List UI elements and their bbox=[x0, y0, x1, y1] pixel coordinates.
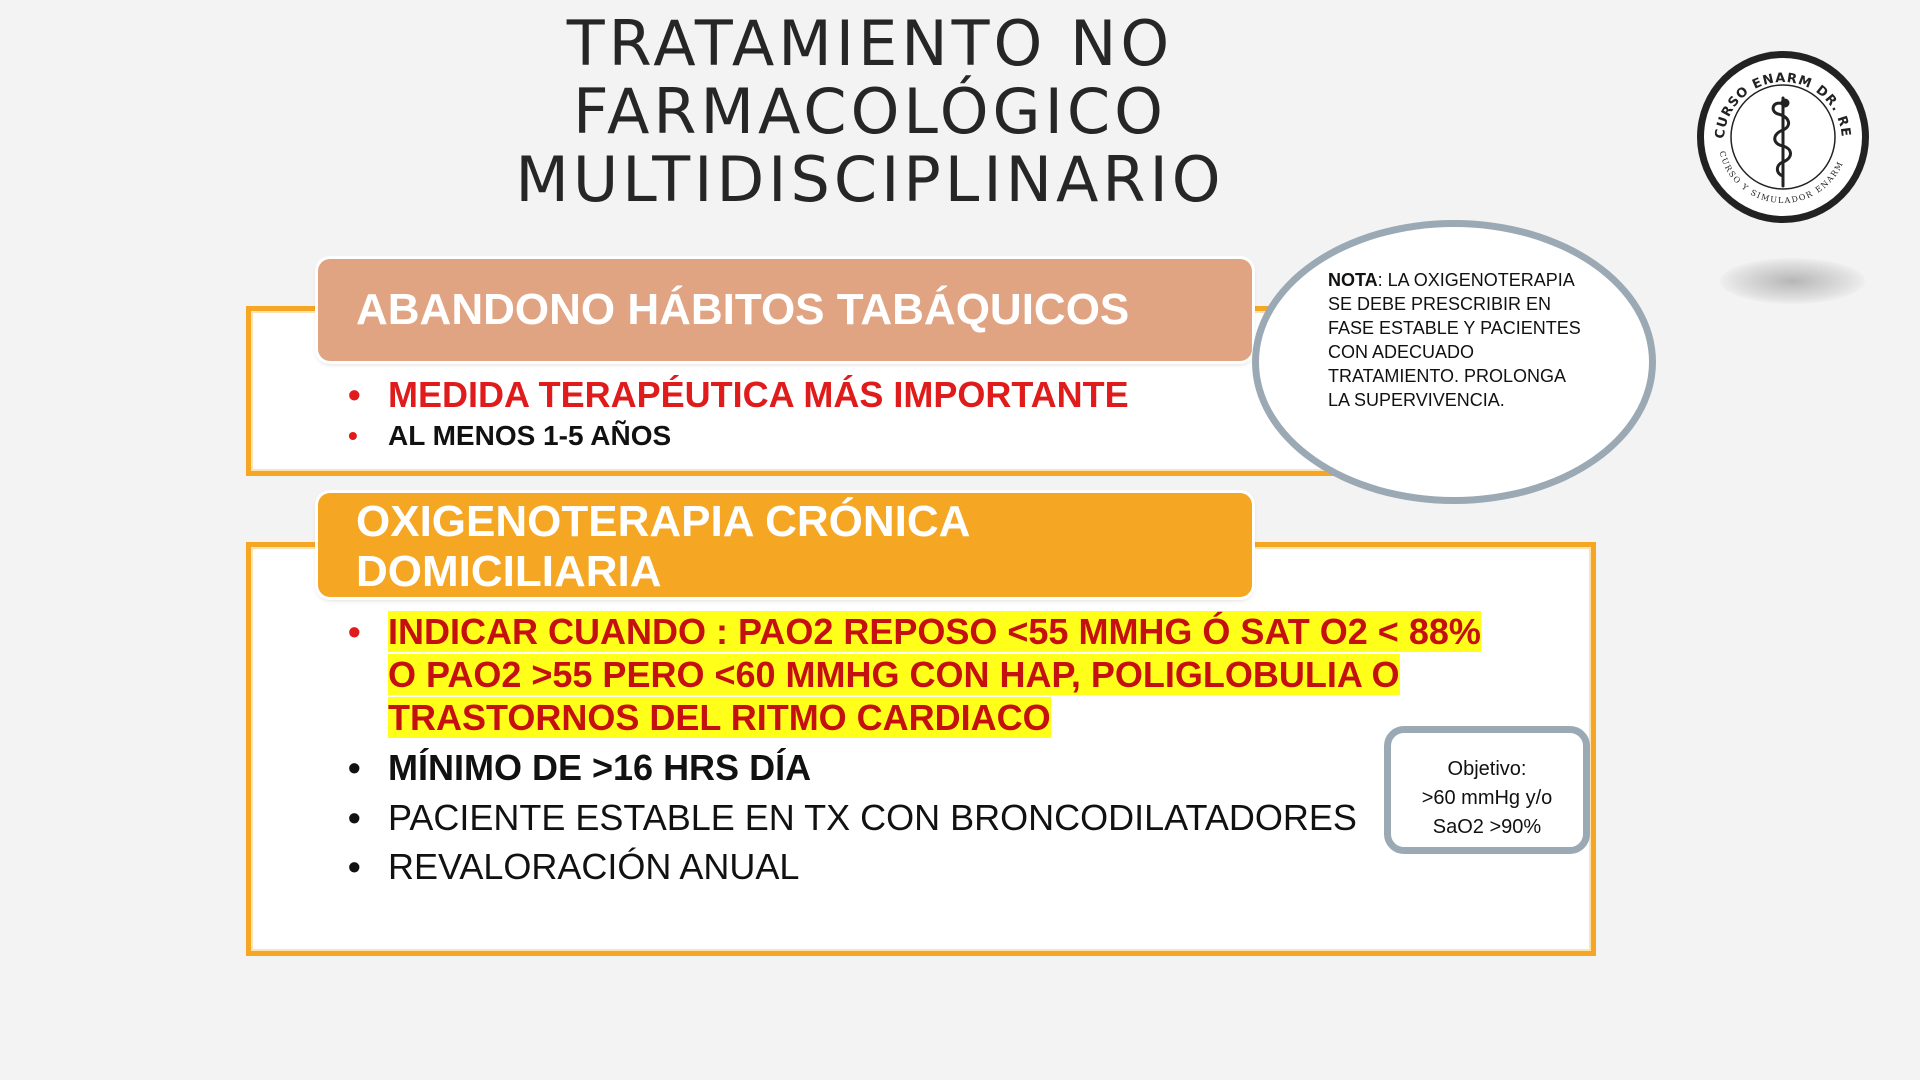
list-item bbox=[348, 372, 1248, 418]
objective-box bbox=[1384, 726, 1590, 854]
objective-line-3: SaO2 >90% bbox=[1432, 816, 1542, 838]
note-label: NOTA bbox=[1328, 270, 1378, 290]
section-smoking-header: ABANDONO HÁBITOS TABÁQUICOS bbox=[318, 259, 1252, 361]
note-text bbox=[1328, 268, 1590, 412]
bullet-icon: • bbox=[348, 797, 361, 838]
list-item bbox=[348, 842, 1498, 891]
logo-ring-text-bottom: CURSO Y SIMULADOR ENARM bbox=[1717, 149, 1846, 206]
objective-line-1: Objetivo: bbox=[1447, 758, 1527, 780]
slide-title-line-2: FARMACOLÓGICO bbox=[573, 75, 1167, 148]
section-oxygen-header: OXIGENOTERAPIA CRÓNICA DOMICILIARIA bbox=[318, 493, 1252, 597]
course-logo bbox=[1692, 46, 1874, 228]
list-item-text: MÍNIMO DE >16 HRS DÍA bbox=[388, 747, 812, 788]
list-item bbox=[348, 610, 1498, 739]
bullet-icon: • bbox=[348, 420, 358, 451]
list-item bbox=[348, 743, 1498, 793]
list-item bbox=[348, 418, 1248, 454]
list-item bbox=[348, 793, 1498, 842]
list-item-text: AL MENOS 1-5 AÑOS bbox=[388, 420, 672, 451]
list-item-text: PACIENTE ESTABLE EN TX CON BRONCODILATADORES bbox=[388, 797, 1357, 838]
bullet-icon: • bbox=[348, 846, 361, 887]
note-body: : LA OXIGENOTERAPIA SE DEBE PRESCRIBIR EN FASE ESTABLE Y PACIENTES CON ADECUADO TRATAMIENTO. PROLONGA LA SUPERVIVENCIA. bbox=[1328, 270, 1581, 410]
list-item-text: MEDIDA TERAPÉUTICA MÁS IMPORTANTE bbox=[388, 374, 1129, 415]
list-item-text: INDICAR CUANDO : PAO2 REPOSO <55 MMHG Ó SAT O2 < 88% O PAO2 >55 PERO <60 MMHG CON HAP, POLIGLOBULIA O TRASTORNOS DEL RITMO CARDIACO bbox=[388, 611, 1481, 738]
bullet-icon: • bbox=[348, 374, 361, 415]
objective-line-2: >60 mmHg y/o bbox=[1421, 787, 1553, 809]
logo-shadow bbox=[1720, 258, 1865, 304]
slide-title bbox=[470, 7, 1270, 216]
bullet-icon: • bbox=[348, 747, 361, 788]
section-oxygen-list bbox=[348, 610, 1498, 891]
slide-title-line-1: TRATAMIENTO NO bbox=[566, 7, 1174, 80]
list-item-text: REVALORACIÓN ANUAL bbox=[388, 846, 800, 887]
logo-ring-text-top: CURSO ENARM DR. RE bbox=[1712, 70, 1854, 140]
slide-title-line-3: MULTIDISCIPLINARIO bbox=[515, 143, 1225, 216]
section-smoking-list bbox=[348, 372, 1248, 454]
bullet-icon: • bbox=[348, 611, 361, 652]
